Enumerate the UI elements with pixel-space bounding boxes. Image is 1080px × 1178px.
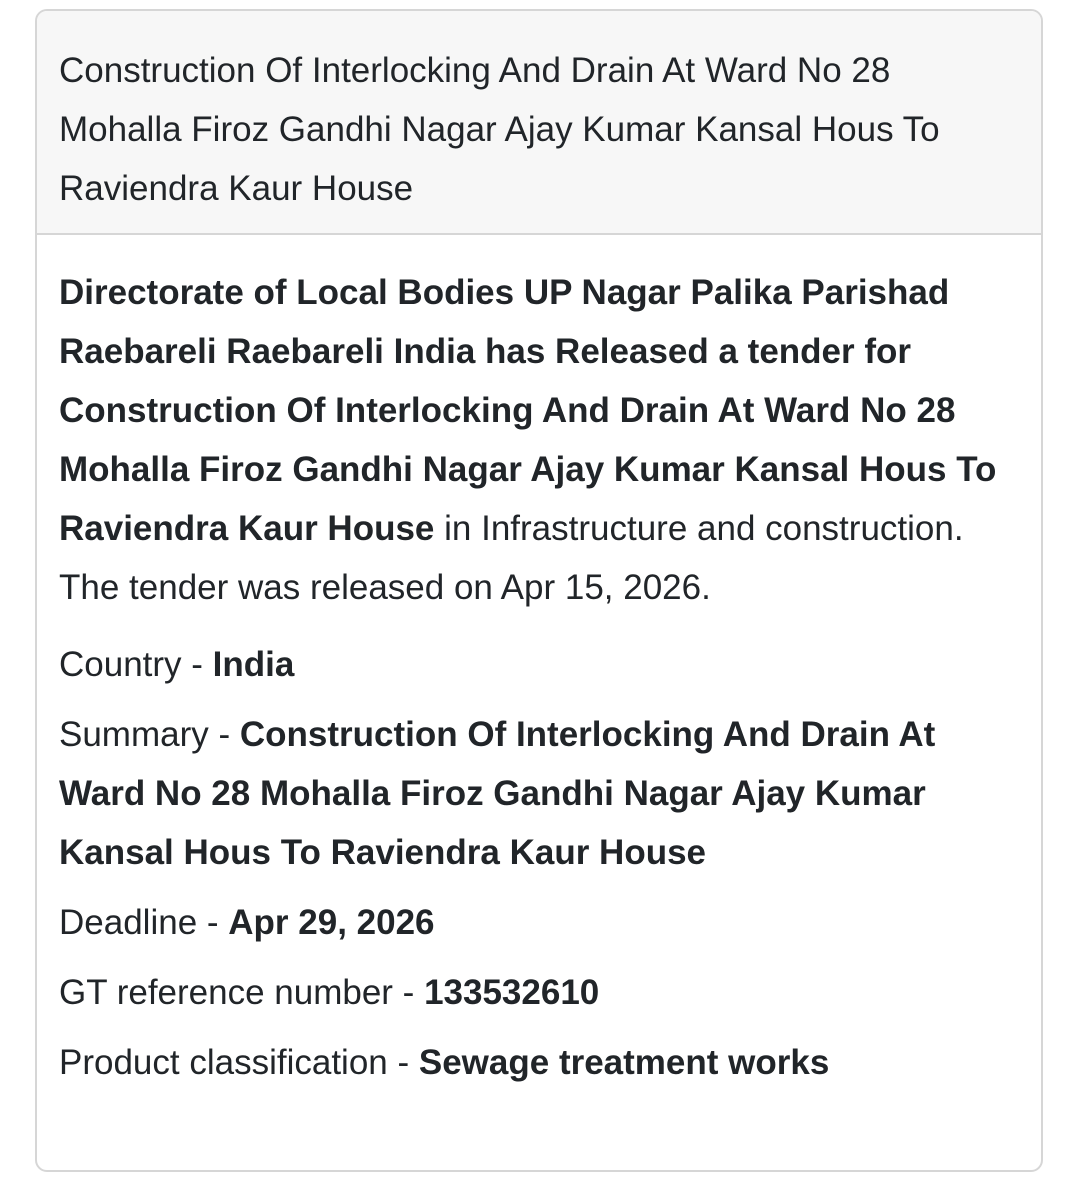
- card-header: [37, 11, 1041, 235]
- summary-value: Construction Of Interlocking And Drain At Ward No 28 Mohalla Firoz Gandhi Nagar Ajay Kumar Kansal Hous To Raviendra Kaur House: [59, 715, 936, 872]
- summary-label: Summary -: [59, 715, 240, 754]
- deadline-label: Deadline -: [59, 903, 229, 942]
- sector-text: in Infrastructure and construction. The tender was released on Apr 15, 2026.: [59, 509, 964, 607]
- product-classification-label: Product classification -: [59, 1043, 419, 1082]
- organization-name: Directorate of Local Bodies UP Nagar Palika Parishad Raebareli Raebareli India: [59, 273, 950, 371]
- tender-card: [35, 9, 1043, 1172]
- country-value: India: [212, 645, 295, 684]
- released-text: has Released a tender for: [475, 332, 912, 371]
- gt-reference-value: 133532610: [424, 973, 600, 1012]
- gt-reference-row: [59, 963, 1019, 1022]
- tender-description: [59, 263, 1019, 617]
- description-tender-title: Construction Of Interlocking And Drain At Ward No 28 Mohalla Firoz Gandhi Nagar Ajay Kumar Kansal Hous To Raviendra Kaur House: [59, 391, 997, 548]
- country-label: Country -: [59, 645, 213, 684]
- tender-title: Construction Of Interlocking And Drain At Ward No 28 Mohalla Firoz Gandhi Nagar Ajay Kumar Kansal Hous To Raviendra Kaur House: [59, 51, 940, 208]
- deadline-row: [59, 893, 1019, 952]
- product-classification-row: [59, 1033, 1019, 1092]
- product-classification-value: Sewage treatment works: [418, 1043, 830, 1082]
- deadline-value: Apr 29, 2026: [228, 903, 435, 942]
- country-row: [59, 635, 1019, 694]
- card-body: [37, 235, 1041, 1092]
- gt-reference-label: GT reference number -: [59, 973, 425, 1012]
- summary-row: [59, 705, 1019, 882]
